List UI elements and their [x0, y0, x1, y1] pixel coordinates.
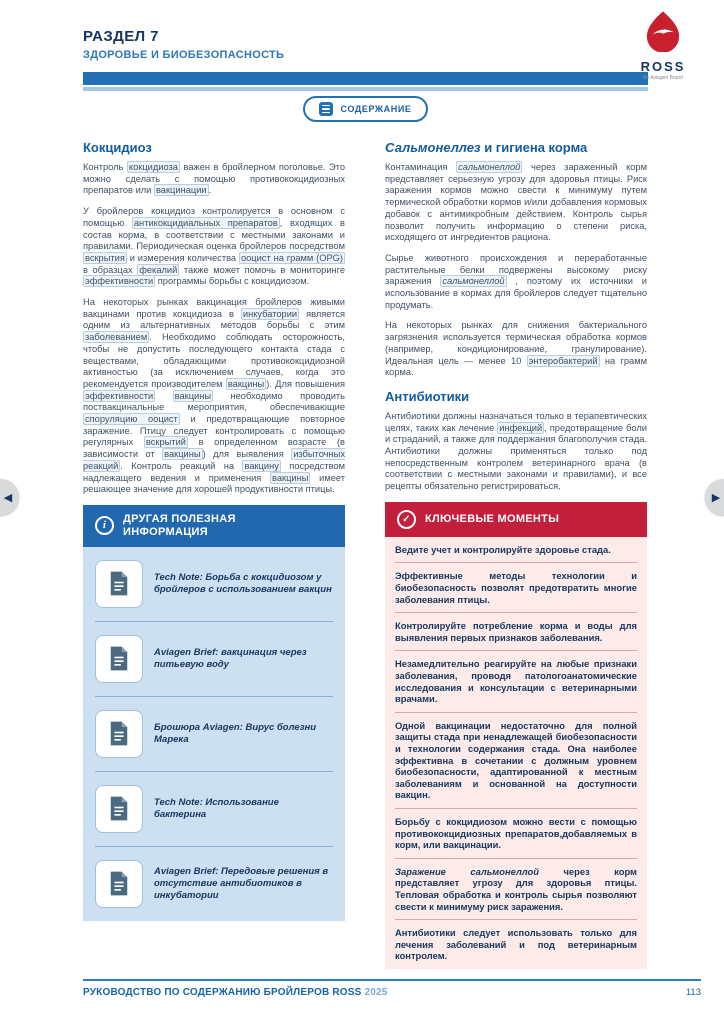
ross-emblem-icon	[643, 10, 683, 57]
glossary-term[interactable]: заболеванием	[85, 332, 148, 343]
handbook-title-text: РУКОВОДСТВО ПО СОДЕРЖАНИЮ БРОЙЛЕРОВ ROSS	[83, 987, 362, 998]
logo-tagline: An Aviagen Brand	[643, 75, 683, 81]
glossary-term[interactable]: энтеробактерий	[528, 355, 598, 366]
glossary-term[interactable]: ооцист на грамм (OPG)	[240, 252, 343, 263]
key-point-item: Эффективные методы технологии и биобезопасность позволят предотвратить многие заболевания птицы.	[395, 563, 637, 613]
handbook-title	[83, 987, 388, 998]
key-points-list	[385, 537, 647, 969]
info-doc-link[interactable]	[95, 547, 333, 622]
paragraph: Контаминация сальмонеллой через зараженный корм представляет серьезную угрозу для здоровья птицы. Риск заражения кормов можно свести к минимуму путем термической обработки кормов и/или добавления кормовых добавок с антимикробным действием. Контроль сырья позволит получить информацию о степени риска, исходящего от ингредиентов рациона.	[385, 162, 647, 243]
info-doc-link[interactable]	[95, 772, 333, 847]
useful-info-box	[83, 505, 345, 921]
glossary-term[interactable]: вакцины	[227, 378, 265, 389]
key-point-item: Контролируйте потребление корма и воды для выявления первых признаков заболевания.	[395, 613, 637, 651]
glossary-term[interactable]: вакцины	[174, 390, 212, 401]
useful-info-title: ДРУГАЯ ПОЛЕЗНАЯ ИНФОРМАЦИЯ	[123, 512, 236, 538]
key-point-item: Борьбу с кокцидиозом можно вести с помощью противококцидиозных препаратов,добавляемых в корм, или вакцинации.	[395, 809, 637, 859]
info-doc-label: Aviagen Brief: Передовые решения в отсутствие антибиотиков в инкубатории	[154, 865, 329, 901]
glossary-term[interactable]: эффективности	[85, 276, 154, 287]
section-title: ЗДОРОВЬЕ И БИОБЕЗОПАСНОСТЬ	[83, 49, 285, 61]
glossary-term[interactable]: вакцинации	[155, 185, 207, 196]
contents-button[interactable]	[303, 96, 427, 122]
left-column	[83, 140, 345, 969]
document-icon	[95, 710, 143, 758]
document-icon	[95, 560, 143, 608]
salmonella-heading: Сальмонеллез и гигиена корма	[385, 140, 588, 155]
info-doc-label: Tech Note: Борьба с кокцидиозом у бройлеров с использованием вакцин	[154, 571, 332, 595]
key-points-title: КЛЮЧЕВЫЕ МОМЕНТЫ	[425, 512, 560, 525]
glossary-term[interactable]: сальмонеллой	[458, 162, 521, 172]
glossary-term[interactable]: эффективности	[85, 390, 154, 401]
prev-page-button[interactable]	[0, 479, 19, 515]
header-bar-light	[83, 87, 648, 91]
section-label: РАЗДЕЛ 7	[83, 28, 159, 45]
glossary-term[interactable]: вакцины	[164, 449, 201, 460]
glossary-term[interactable]: инфекций	[499, 422, 543, 433]
key-point-item: Заражение сальмонеллой через корм представляет угрозу для здоровья птицы. Тепловая обработка и контроль сырья позволяют свести к минимуму риск заражения.	[395, 859, 637, 920]
key-points-header	[385, 502, 647, 537]
glossary-term[interactable]: антикокцидиальных препаратов	[133, 217, 278, 228]
glossary-term[interactable]: вскрытия	[85, 252, 125, 263]
arrow-right-icon: ▶	[711, 491, 721, 504]
antibiotics-heading: Антибиотики	[385, 388, 470, 404]
key-point-item: Одной вакцинации недостаточно для полной защиты стада при ненадлежащей биобезопасности и технологии содержания стада. Она наиболее эффективна в сочетании с должным уровнем биобезопасности, адаптированной к местным заболеваниям и основанной на доступности вакцин.	[395, 713, 637, 809]
glossary-term[interactable]: сальмонеллой	[442, 276, 505, 287]
info-doc-link[interactable]	[95, 697, 333, 772]
document-icon	[95, 860, 143, 908]
glossary-term[interactable]: кокцидиоза	[128, 162, 178, 172]
glossary-term[interactable]: споруляцию ооцист	[85, 414, 178, 425]
glossary-term[interactable]: вакцины	[272, 472, 309, 483]
paragraph: Сырье животного происхождения и переработанные растительные белки подвержены высокому риску заражения сальмонеллой , поэтому их источники и использование в кормах для бройлеров следует тщательно продумать.	[385, 252, 648, 310]
paragraph: Антибиотики должны назначаться только в терапевтических целях, таких как лечение инфекций , предотвращение боли и страданий, а также для поддержания благополучия стада. Антибиотики должны применяться только под непосредственным контролем ветеринарного врача (в соответствии с местными законами и правилами), и все рецепты обязательно регистрироваться.	[385, 410, 647, 492]
glossary-term[interactable]: фекалий	[139, 264, 178, 275]
hamburger-menu-icon	[319, 102, 333, 116]
handbook-year: 2025	[364, 987, 388, 998]
glossary-term[interactable]: вскрытий	[145, 437, 186, 448]
logo-brand: ROSS	[640, 59, 686, 74]
key-point-item: Незамедлительно реагируйте на любые признаки заболевания, проводя патологоанатомические исследования и консультации с ветеринарными врачами.	[395, 651, 637, 712]
info-doc-link[interactable]	[95, 847, 333, 921]
info-icon: i	[95, 516, 114, 535]
key-point-item: Антибиотики следует использовать только для лечения заболеваний и под ветеринарным контролем.	[395, 927, 637, 962]
coccidiosis-heading: Кокцидиоз	[83, 140, 152, 155]
checkmark-icon: ✓	[397, 510, 416, 529]
paragraph: Контроль кокцидиоза важен в бройлерном поголовье. Это можно сделать с помощью противококцидиозных препаратов или вакцинации .	[83, 162, 345, 196]
paragraph: На некоторых рынках для снижения бактериального загрязнения используется термическая обработка кормов (например, кондиционирование, гранулирование). Идеальная цель — менее 10 энтеробактерий на грамм корма.	[385, 320, 647, 378]
next-page-button[interactable]	[705, 479, 724, 515]
useful-info-list	[83, 547, 345, 921]
useful-info-header	[83, 505, 345, 547]
paragraph: На некоторых рынках вакцинация бройлеров живыми вакцинами против кокцидиоза в инкубатории является одним из альтернативных методов борьбы с этим заболеванием . Необходимо соблюдать осторожность, чтобы не допустить последующего контакта стада с веществами, обладающими противококцидиозной активностью (за исключением случаев, когда это рекомендуется производителем вакцины ). Для повышения эффективности вакцины необходимо проводить поствакцинальные мероприятия, обеспечивающие споруляцию ооцист и предотвращающие повторное заражение. Птицу следует контролировать с помощью регулярных вскрытий в определенном возрасте (в зависимости от вакцины ) для выявления избыточных реакций . Контроль реакций на вакцину посредством надлежащего ведения и применения вакцины имеет решающее значение для хорошей продуктивности птицы.	[83, 297, 346, 495]
glossary-term[interactable]: инкубатории	[242, 308, 298, 319]
glossary-term[interactable]: избыточных реакций	[83, 449, 345, 471]
content-columns	[83, 140, 648, 969]
ross-logo	[628, 10, 698, 81]
header-bar-dark	[83, 72, 648, 85]
document-icon	[95, 635, 143, 683]
document-icon	[95, 785, 143, 833]
glossary-term[interactable]: вакцину	[244, 460, 279, 471]
page-footer	[83, 979, 701, 998]
right-column	[385, 140, 647, 969]
info-doc-label: Tech Note: Использование бактерина	[154, 796, 279, 820]
contents-button-label: СОДЕРЖАНИЕ	[340, 104, 412, 114]
info-doc-link[interactable]	[95, 622, 333, 697]
arrow-left-icon: ◀	[3, 491, 13, 504]
paragraph: У бройлеров кокцидиоз контролируется в основном с помощью антикокцидиальных препаратов , входящих в состав корма, в соответствии с местными законами и правилами. Периодическая оценка бройлеров посредством вскрытия и измерения количества ооцист на грамм (OPG) в образцах фекалий также может помочь в мониторинге эффективности программы борьбы с кокцидиозом.	[83, 206, 346, 287]
key-point-item: Ведите учет и контролируйте здоровье стада.	[395, 537, 637, 564]
key-points-box	[385, 502, 647, 969]
header-divider-bars	[83, 72, 648, 91]
info-doc-label: Брошюра Aviagen: Вирус болезни Марека	[154, 721, 317, 745]
page-header	[0, 0, 724, 122]
info-doc-label: Aviagen Brief: вакцинация через питьевую воду	[154, 646, 307, 670]
page-number: 113	[685, 987, 701, 998]
